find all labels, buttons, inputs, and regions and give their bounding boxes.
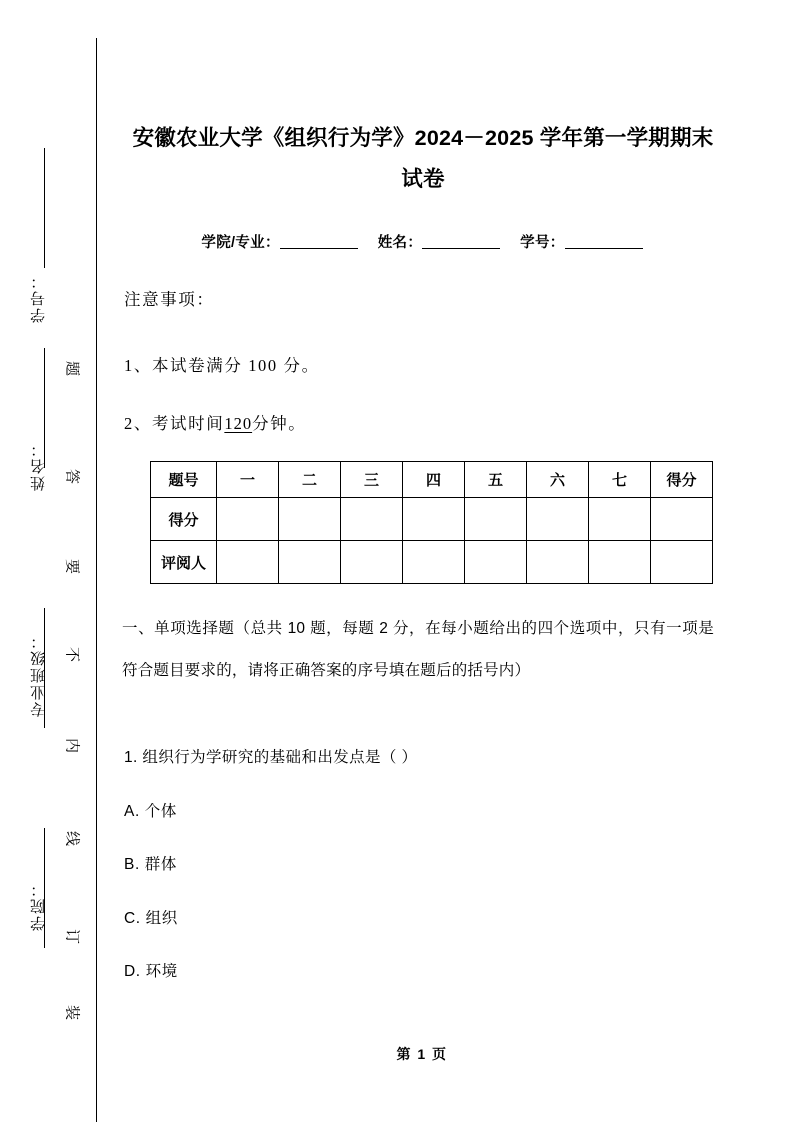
table-cell[interactable] xyxy=(465,498,527,541)
table-cell[interactable] xyxy=(341,498,403,541)
table-header-cell: 三 xyxy=(341,462,403,498)
table-cell[interactable] xyxy=(527,541,589,584)
college-major-blank[interactable] xyxy=(280,234,358,249)
question-1-option-a[interactable]: A. 个体 xyxy=(124,803,177,820)
note-item-1 xyxy=(124,352,320,376)
table-cell[interactable] xyxy=(279,498,341,541)
table-row-label: 评阅人 xyxy=(151,541,217,584)
seal-char-6: 订 xyxy=(63,928,80,944)
table-cell[interactable] xyxy=(651,541,713,584)
seal-label-college: 学院： xyxy=(31,880,47,931)
seal-char-2: 要 xyxy=(63,558,80,574)
table-cell[interactable] xyxy=(589,498,651,541)
note-item-2 xyxy=(124,410,306,434)
table-row xyxy=(151,498,713,541)
section-heading-1: 一、单项选择题（总共 10 题，每题 2 分，在每小题给出的四个选项中，只有一项是符合题目要求的，请将正确答案的序号填在题后的括号内） xyxy=(122,620,714,679)
seal-char-5: 线 xyxy=(63,830,80,846)
table-header-cell: 四 xyxy=(403,462,465,498)
table-cell[interactable] xyxy=(341,541,403,584)
seal-label-student-id: 学号： xyxy=(31,272,47,323)
question-1-option-d[interactable]: D. 环境 xyxy=(124,963,178,980)
table-row xyxy=(151,541,713,584)
table-cell[interactable] xyxy=(403,541,465,584)
seal-blank-line-student-id xyxy=(44,148,45,268)
seal-binding-margin xyxy=(0,0,97,1122)
note-2-value: 120 xyxy=(224,414,253,433)
question-1-option-b[interactable]: B. 群体 xyxy=(124,856,177,873)
table-header-cell: 一 xyxy=(217,462,279,498)
seal-divider-line xyxy=(96,38,97,1122)
name-label: 姓名： xyxy=(377,235,423,251)
table-cell[interactable] xyxy=(279,541,341,584)
note-2-suffix: 分钟。 xyxy=(252,414,307,433)
table-header-cell: 二 xyxy=(279,462,341,498)
table-header-cell: 六 xyxy=(527,462,589,498)
paper-body xyxy=(122,0,722,1122)
student-id-blank[interactable] xyxy=(565,234,643,249)
table-cell[interactable] xyxy=(527,498,589,541)
student-id-label: 学号： xyxy=(520,235,565,251)
table-header-row xyxy=(151,462,713,498)
seal-char-4: 内 xyxy=(63,737,80,753)
college-major-label: 学院/专业： xyxy=(201,235,280,251)
table-header-cell: 得分 xyxy=(651,462,713,498)
table-cell[interactable] xyxy=(589,541,651,584)
note-2-prefix: 2、考试时间 xyxy=(124,414,225,433)
note-1-prefix: 1、本试卷满分 xyxy=(124,356,249,375)
question-1-stem: 1. 组织行为学研究的基础和出发点是（ ） xyxy=(124,749,418,766)
table-header-cell: 题号 xyxy=(151,462,217,498)
seal-label-name: 姓名： xyxy=(31,440,47,491)
seal-char-3: 不 xyxy=(63,646,80,662)
seal-char-1: 答 xyxy=(63,468,80,484)
table-cell[interactable] xyxy=(217,541,279,584)
table-cell[interactable] xyxy=(651,498,713,541)
table-cell[interactable] xyxy=(403,498,465,541)
note-1-value: 100 xyxy=(248,356,278,375)
table-header-cell: 七 xyxy=(589,462,651,498)
table-cell[interactable] xyxy=(217,498,279,541)
name-blank[interactable] xyxy=(422,234,500,249)
score-table xyxy=(150,461,713,584)
note-1-suffix: 分。 xyxy=(277,356,320,375)
question-1-option-c[interactable]: C. 组织 xyxy=(124,910,178,927)
student-info-line xyxy=(122,231,722,252)
table-row-label: 得分 xyxy=(151,498,217,541)
seal-char-7: 装 xyxy=(63,1004,80,1020)
table-header-cell: 五 xyxy=(465,462,527,498)
seal-label-class: 专业班级： xyxy=(31,632,47,717)
notes-heading: 注意事项： xyxy=(124,290,215,309)
page-footer: 第 1 页 xyxy=(396,1046,448,1062)
table-cell[interactable] xyxy=(465,541,527,584)
page-title: 安徽农业大学《组织行为学》2024－2025 学年第一学期期末试卷 xyxy=(132,126,714,191)
seal-char-0: 题 xyxy=(63,360,80,376)
